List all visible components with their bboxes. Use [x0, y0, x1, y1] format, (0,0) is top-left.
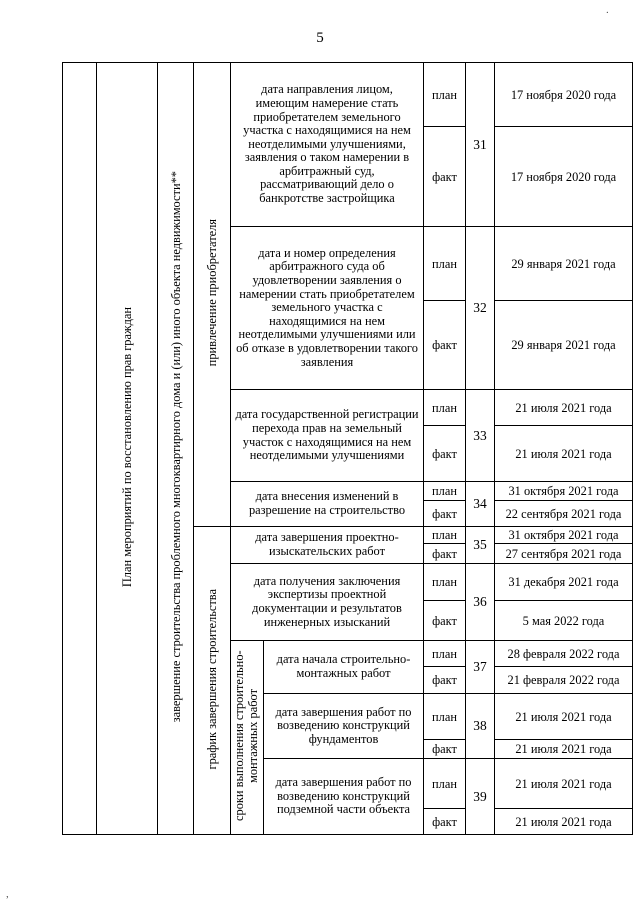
row-38-num: 38	[466, 694, 495, 759]
row-36-fact-label: факт	[424, 601, 466, 641]
row-33-fact-date: 21 июля 2021 года	[495, 426, 633, 482]
row-35-fact-label: факт	[424, 544, 466, 564]
row-39-fact-date: 21 июля 2021 года	[495, 809, 633, 835]
row-37-fact-date: 21 февраля 2022 года	[495, 667, 633, 694]
row-36-fact-date: 5 мая 2022 года	[495, 601, 633, 641]
terms-label-cell	[231, 641, 264, 835]
completion-label-cell	[158, 63, 194, 835]
row-36-num: 36	[466, 564, 495, 641]
row-33-plan-date: 21 июля 2021 года	[495, 390, 633, 426]
measures-table	[62, 62, 633, 835]
row-33-desc: дата государственной регистрации перехода прав на земельный участок с находящимися на нем неотделимыми улучшениями	[231, 390, 424, 482]
row-38-fact-date: 21 июля 2021 года	[495, 740, 633, 759]
row-33-plan-label: план	[424, 390, 466, 426]
row-35-num: 35	[466, 527, 495, 564]
row-36-desc: дата получения заключения экспертизы проектной документации и результатов инженерных изысканий	[231, 564, 424, 641]
row-35-plan-date: 31 октября 2021 года	[495, 527, 633, 544]
row-35-plan-label: план	[424, 527, 466, 544]
row-37-plan-date: 28 февраля 2022 года	[495, 641, 633, 667]
row-38-plan-date: 21 июля 2021 года	[495, 694, 633, 740]
schedule-label-cell	[194, 527, 231, 835]
row-39-plan-label: план	[424, 759, 466, 809]
terms-vertical-label: сроки выполнения строительно-монтажных работ	[232, 650, 260, 822]
row-37-num: 37	[466, 641, 495, 694]
completion-vertical-label: завершение строительства проблемного многоквартирного дома и (или) иного объекта недвижимости**	[168, 171, 183, 723]
row-32-plan-date: 29 января 2021 года	[495, 227, 633, 301]
row-37-desc: дата начала строительно-монтажных работ	[264, 641, 424, 694]
row-31-num: 31	[466, 63, 495, 227]
row-34-plan-date: 31 октября 2021 года	[495, 482, 633, 501]
row-35-fact-date: 27 сентября 2021 года	[495, 544, 633, 564]
row-34-num: 34	[466, 482, 495, 527]
corner-mark-top: .	[606, 4, 609, 16]
page-number: 5	[316, 30, 324, 46]
row-36-plan-date: 31 декабря 2021 года	[495, 564, 633, 601]
row-35-desc: дата завершения проектно-изыскательских работ	[231, 527, 424, 564]
row-31-plan-date: 17 ноября 2020 года	[495, 63, 633, 127]
row-38-fact-label: факт	[424, 740, 466, 759]
row-32-desc: дата и номер определения арбитражного суда об удовлетворении заявления о намерении стать приобретателем земельного участка с находящимися на нем неотделимыми улучшениями или об отказе в удовлетворении такого заявления	[231, 227, 424, 390]
row-34-desc: дата внесения изменений в разрешение на строительство	[231, 482, 424, 527]
row-32-fact-label: факт	[424, 301, 466, 390]
row-37-fact-label: факт	[424, 667, 466, 694]
row-32-num: 32	[466, 227, 495, 390]
row-36-plan-label: план	[424, 564, 466, 601]
row-31-plan-label: план	[424, 63, 466, 127]
plan-vertical-label: План мероприятий по восстановлению прав граждан	[120, 306, 134, 588]
row-32-fact-date: 29 января 2021 года	[495, 301, 633, 390]
row-31-fact-date: 17 ноября 2020 года	[495, 127, 633, 227]
schedule-vertical-label: график завершения строительства	[205, 588, 219, 770]
row-39-desc: дата завершения работ по возведению конструкций подземной части объекта	[264, 759, 424, 835]
row-33-fact-label: факт	[424, 426, 466, 482]
row-31-fact-label: факт	[424, 127, 466, 227]
row-32-plan-label: план	[424, 227, 466, 301]
row-39-fact-label: факт	[424, 809, 466, 835]
row-39-plan-date: 21 июля 2021 года	[495, 759, 633, 809]
row-37-plan-label: план	[424, 641, 466, 667]
row-34-fact-label: факт	[424, 501, 466, 527]
row-31-desc: дата направления лицом, имеющим намерение стать приобретателем земельного участка с находящимися на нем неотделимыми улучшениями, заявления о таком намерении в арбитражный суд, рассматривающий дело о банкротстве застройщика	[231, 63, 424, 227]
row-38-plan-label: план	[424, 694, 466, 740]
row-33-num: 33	[466, 390, 495, 482]
row-39-num: 39	[466, 759, 495, 835]
plan-label-cell	[97, 63, 158, 835]
blank-left-column	[63, 63, 97, 835]
row-34-fact-date: 22 сентября 2021 года	[495, 501, 633, 527]
row-34-plan-label: план	[424, 482, 466, 501]
acquirer-label-cell	[194, 63, 231, 527]
row-38-desc: дата завершения работ по возведению конструкций фундаментов	[264, 694, 424, 759]
acquirer-vertical-label: привлечение приобретателя	[205, 219, 219, 367]
corner-mark-bottom: ,	[6, 888, 9, 900]
